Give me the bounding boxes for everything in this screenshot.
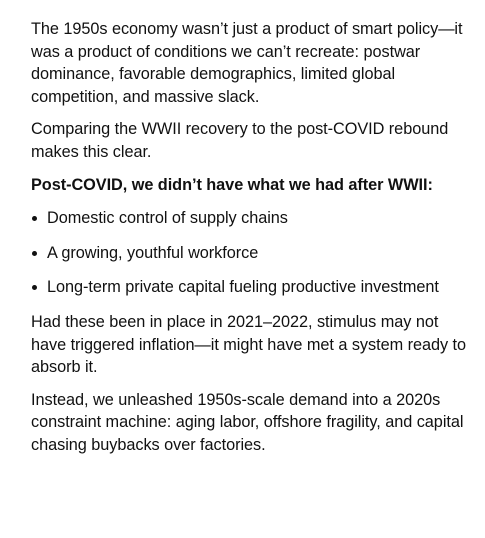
- document-body: [31, 18, 471, 467]
- bullet-item-supply-chains: [31, 207, 471, 230]
- paragraph-comparison: Comparing the WWII recovery to the post-COVID rebound makes this clear.: [31, 120, 449, 161]
- bullet-text: Domestic control of supply chains: [47, 209, 288, 228]
- section-heading: Post-COVID, we didn’t have what we had after WWII:: [31, 175, 433, 194]
- bullet-text: A growing, youthful workforce: [47, 243, 259, 262]
- paragraph-1950s-economy: The 1950s economy wasn’t just a product of smart policy—it was a product of conditions we can’t recreate: postwar dominance, favorable demographics, limited global competition, and massive slack.: [31, 20, 463, 106]
- bullet-list: [31, 207, 471, 299]
- bullet-item-workforce: [31, 242, 471, 265]
- bullet-item-capital: [31, 276, 471, 299]
- bullet-text: Long-term private capital fueling productive investment: [47, 278, 439, 297]
- paragraph-conclusion: Instead, we unleashed 1950s-scale demand into a 2020s constraint machine: aging labor, offshore fragility, and capital chasing buybacks over factories.: [31, 390, 464, 454]
- paragraph-counterfactual: Had these been in place in 2021–2022, stimulus may not have triggered inflation—it might have met a system ready to absorb it.: [31, 312, 466, 377]
